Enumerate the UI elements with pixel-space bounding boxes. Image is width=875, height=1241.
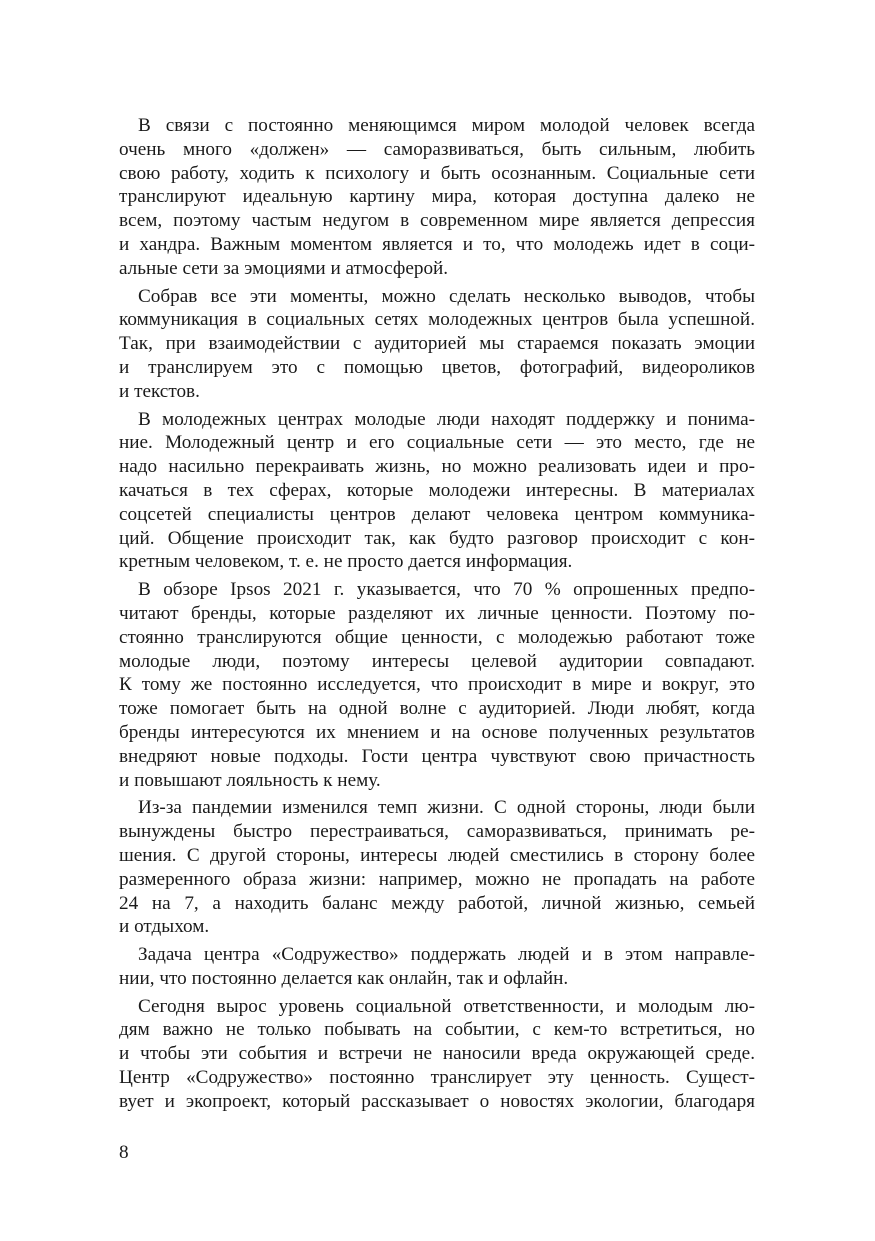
text-line: Сегодня вырос уровень социальной ответственности, и молодым лю- [138, 995, 755, 1017]
text-line: внедряют новые подходы. Гости центра чувствуют свою причастность [119, 745, 755, 767]
text-line: и повышают лояльность к нему. [119, 769, 381, 791]
text-line: ций. Общение происходит так, как будто разговор происходит с кон- [119, 527, 755, 549]
text-line: Собрав все эти моменты, можно сделать несколько выводов, чтобы [138, 285, 755, 307]
text-line: соцсетей специалисты центров делают человека центром коммуника- [119, 503, 755, 525]
text-line: В связи с постоянно меняющимся миром молодой человек всегда [138, 115, 755, 136]
text-line: и чтобы эти события и встречи не наносили вреда окружающей среде. [119, 1043, 755, 1065]
text-line: вынуждены быстро перестраиваться, саморазвиваться, принимать ре- [119, 821, 755, 843]
text-line: молодые люди, поэтому интересы целевой аудитории совпадают. [119, 650, 755, 672]
text-line: нии, что постоянно делается как онлайн, так и офлайн. [119, 967, 569, 989]
text-line: и текстов. [119, 380, 200, 402]
paragraph [119, 995, 755, 1114]
text-line: и отдыхом. [119, 916, 210, 938]
text-line: тоже помогает быть на одной волне с аудиторией. Люди любят, когда [119, 698, 755, 720]
paragraph [119, 943, 755, 991]
paragraph [119, 408, 755, 575]
text-line: ние. Молодежный центр и его социальные сети — это место, где не [119, 432, 755, 454]
text-line: свою работу, ходить к психологу и быть осознанным. Социальные сети [119, 162, 755, 184]
text-line: вует и экопроект, который рассказывает о новостях экологии, благодаря [119, 1090, 755, 1112]
paragraph [119, 578, 755, 792]
text-line: Так, при взаимодействии с аудиторией мы стараемся показать эмоции [119, 333, 755, 355]
paragraph [119, 285, 755, 404]
text-line: 24 на 7, а находить баланс между работой, личной жизнью, семьей [119, 892, 755, 914]
text-line: коммуникация в социальных сетях молодежных центров была успешной. [119, 309, 755, 331]
body-text [119, 114, 755, 1118]
text-line: и хандра. Важным моментом является и то, что молодежь идет в соци- [119, 233, 755, 255]
text-line: транслируют идеальную картину мира, которая доступна далеко не [119, 186, 755, 208]
text-line: Задача центра «Содружество» поддержать людей и в этом направле- [138, 944, 755, 966]
text-line: бренды интересуются их мнением и на основе полученных результатов [119, 721, 755, 743]
paragraph [119, 114, 755, 281]
text-line: стоянно транслируются общие ценности, с молодежью работают тоже [119, 626, 755, 648]
text-line: дям важно не только побывать на событии, с кем-то встретиться, но [119, 1019, 755, 1041]
page-number: 8 [119, 1142, 129, 1163]
text-line: качаться в тех сферах, которые молодежи интересны. В материалах [119, 479, 755, 501]
text-line: размеренного образа жизни: например, можно не пропадать на работе [119, 868, 755, 890]
text-line: Из-за пандемии изменился темп жизни. С одной стороны, люди были [138, 797, 755, 819]
text-line: шения. С другой стороны, интересы людей сместились в сторону более [119, 844, 755, 866]
text-line: и транслируем это с помощью цветов, фотографий, видеороликов [119, 356, 755, 378]
paragraph [119, 796, 755, 939]
text-line: кретным человеком, т. е. не просто дается информация. [119, 551, 573, 573]
text-line: надо насильно перекраивать жизнь, но можно реализовать идеи и про- [119, 456, 755, 478]
text-line: К тому же постоянно исследуется, что происходит в мире и вокруг, это [119, 674, 755, 696]
text-line: читают бренды, которые разделяют их личные ценности. Поэтому по- [119, 602, 755, 624]
text-line: В обзоре Ipsos 2021 г. указывается, что 70 % опрошенных предпо- [138, 579, 755, 601]
text-line: альные сети за эмоциями и атмосферой. [119, 257, 449, 279]
text-line: очень много «должен» — саморазвиваться, быть сильным, любить [119, 138, 755, 160]
text-line: В молодежных центрах молодые люди находят поддержку и понима- [138, 408, 755, 430]
text-line: всем, поэтому частым недугом в современном мире является депрессия [119, 210, 755, 232]
text-line: Центр «Содружество» постоянно транслирует эту ценность. Сущест- [119, 1067, 755, 1089]
